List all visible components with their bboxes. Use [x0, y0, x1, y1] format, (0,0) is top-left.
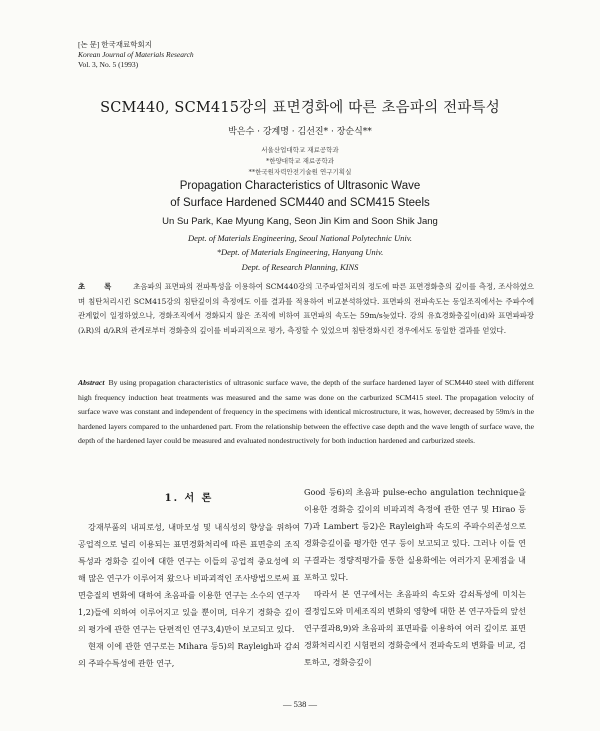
- abstract-korean-label: 초 록: [78, 282, 120, 291]
- body-paragraph: 강재부품의 내피로성, 내마모성 및 내식성의 향상을 위하여 공업적으로 널리 이용되는 표면경화처리에 따른 표면층의 조직특성과 경화층 깊이에 대한 연구는 이들의 공업적 중요성에 의해 많은 연구가 이루어져 왔으나 비파괴적인 조사방법으로써 표면층질의 변화에 대하여 초음파를 이용한 연구는 소수의 연구자1,2)들에 의하여 이루어지고 있을 뿐이며, 더우기 경화층 깊이의 평가에 관한 연구는 단편적인 연구3,4)만이 보고되고 있다.: [78, 522, 300, 634]
- abstract-korean: [78, 280, 534, 338]
- abstract-korean-text: 초음파의 표면파의 전파특성을 이용하여 SCM440강의 고주파열처리의 정도에 따른 표면경화층의 깊이를 측정, 조사하였으며 침탄처리시킨 SCM415강의 침탄깊이의 측정에도 이를 결과를 적용하여 비교분석하였다. 표면파의 전파속도는 동일조직에서는 주파수에 관계없이 일정하였으나, 경화조직에서 경화되지 않은 조직에 비하여 표면파의 속도는 59m/s늦었다. 강의 유효경화층깊이(d)와 표면파파장(λR)의 d/λR의 관계로부터 경화층의 깊이를 비파괴적으로 평가, 측정할 수 있었으며 침탄경화시킨 경우에서도 동일한 결과를 얻었다.: [78, 282, 535, 335]
- affiliation-english-3: Dept. of Research Planning, KINS: [241, 262, 359, 272]
- body-paragraph: Good 등6)의 초음파 pulse-echo angulation technique을 이용한 경화층 깊이의 비파괴적 측정에 관한 연구 및 Hirao 등7)과 Lambert 등2)은 Rayleigh파 속도의 주파수의존성으로 경화층깊이를 평가한 연구 등이 보고되고 있다. 그러나 이들 연구결과는 정량적평가를 통한 실용화에는 여러가지 문제점을 내포하고 있다.: [304, 487, 526, 582]
- section-title-introduction: 1. 서 론: [164, 493, 214, 504]
- title-korean: SCM440, SCM415강의 표면경화에 따른 초음파의 전파특성: [100, 100, 500, 116]
- page-number: — 538 —: [283, 699, 317, 709]
- body-column-left: [78, 486, 300, 672]
- title-english: [0, 178, 600, 212]
- body-column-right: [304, 484, 526, 671]
- journal-header: [78, 40, 194, 70]
- title-english-line-2: of Surface Hardened SCM440 and SCM415 Steels: [170, 197, 430, 209]
- abstract-english: [78, 376, 534, 449]
- journal-header-korean: [논 문] 한국재료학회지: [78, 40, 152, 49]
- journal-name: Korean Journal of Materials Research: [78, 50, 194, 59]
- journal-volume: Vol. 3, No. 5 (1993): [78, 60, 139, 69]
- affiliation-korean-1: 서울산업대학교 재료공학과: [261, 146, 339, 154]
- affiliation-korean-3: **한국원자력안전기술원 연구기획실: [248, 168, 352, 176]
- affiliation-english-2: *Dept. of Materials Engineering, Hanyang Univ.: [216, 247, 384, 257]
- body-paragraph: 따라서 본 연구에서는 초음파의 속도와 감쇠특성에 미치는 결정입도와 미세조직의 변화의 영향에 대한 본 연구자들의 앞선 연구결과8,9)와 초음파의 표면파를 이용하여 여러 깊이로 표면경화처리시킨 시험편의 경화층에서 전파속도의 변화를 비교, 검토하고, 경화층깊이: [304, 589, 526, 667]
- abstract-english-label: Abstract: [78, 378, 105, 387]
- affiliation-korean-2: *한양대학교 재료공학과: [265, 157, 335, 165]
- authors-korean: 박은수 · 강계명 · 김선진* · 장순식**: [228, 127, 372, 137]
- authors-english: Un Su Park, Kae Myung Kang, Seon Jin Kim and Soon Shik Jang: [162, 216, 438, 227]
- affiliation-english-1: Dept. of Materials Engineering, Seoul National Polytechnic Univ.: [187, 233, 413, 243]
- body-paragraph: 현재 이에 관한 연구로는 Mihara 등5)의 Rayleigh파 감쇠의 주파수특성에 관한 연구,: [78, 641, 300, 668]
- abstract-english-text: By using propagation characteristics of ultrasonic surface wave, the depth of the surface hardened layer of SCM440 steel with different high frequency induction heat treatments was measured and the same was done on the carburized SCM415 steel. The propagation velocity of surface wave was constant and independent of frequency in the specimens with identical microstructure, it was, however, decreased by 59m/s in the hardened layers compared to the unhardened part. From the relationship between the effective case depth and the wave length of surface wave, the depth of the hardened layer could be measured and evaluated nondestructively for both induction hardened and carburized steels.: [78, 378, 534, 446]
- title-english-line-1: Propagation Characteristics of Ultrasonic Wave: [179, 180, 421, 192]
